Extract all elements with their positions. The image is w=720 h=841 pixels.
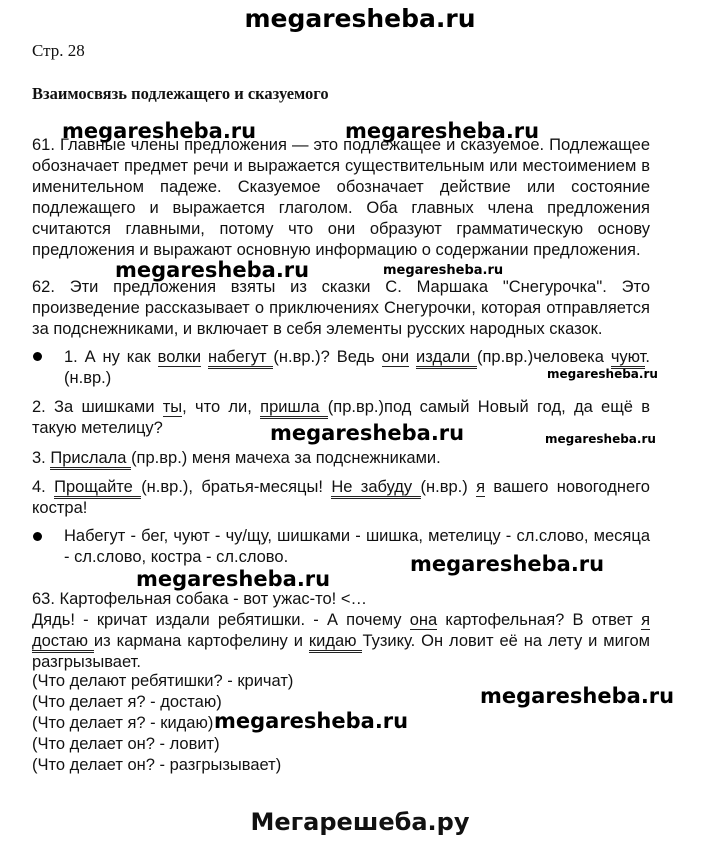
watermark: megaresheba.ru: [270, 421, 465, 445]
exercise-62-intro: 62. Эти предложения взяты из сказки С. Маршака "Снегурочка". Это произведение рассказывает о приключениях Снегурочки, которая отправляется за подснежниками, и включает в себя элементы русских народных сказок.: [32, 278, 650, 338]
sentence-1: 1. А ну как волки набегут (н.вр.)? Ведь они издали (пр.вр.)человека чуют.(н.вр.): [64, 348, 650, 387]
bullet-icon: [33, 532, 42, 541]
sentence-4: 4. Прощайте (н.вр.), братья-месяцы! Не забуду (н.вр.) я вашего новогоднего костра!: [32, 478, 650, 517]
watermark: megaresheba.ru: [136, 567, 331, 591]
exercise-63-text: Дядь! - кричат издали ребятишки. - А почему она картофельная? В ответ я достаю из кармана картофелину и кидаю Тузику. Он ловит её на лету и мигом разгрызывает.: [32, 611, 650, 671]
section-title: Взаимосвязь подлежащего и сказуемого: [32, 84, 329, 103]
predicate: чуют: [611, 348, 646, 369]
predicate: Прислала: [50, 449, 131, 470]
watermark: megaresheba.ru: [480, 684, 675, 708]
predicate: набегут: [208, 348, 273, 369]
watermark: megaresheba.ru: [115, 258, 310, 282]
subject: волки: [157, 348, 202, 366]
question-line: (Что делают ребятишки? - кричат): [32, 672, 294, 690]
bullet-icon: [33, 352, 42, 361]
watermark: megaresheba.ru: [410, 552, 605, 576]
predicate: Прощайте: [54, 478, 141, 499]
subject: она: [409, 611, 438, 629]
word-analysis: Набегут - бег, чуют - чу/щу, шишками - шишка, метелицу - сл.слово, месяца - сл.слово, костра - сл.слово.: [64, 527, 650, 566]
question-line: (Что делает он? - ловит): [32, 735, 220, 753]
site-header: megaresheba.ru: [244, 4, 476, 33]
question-line: (Что делает я? - достаю): [32, 693, 222, 711]
exercise-63-title: 63. Картофельная собака - вот ужас-то! <…: [32, 590, 367, 608]
watermark: megaresheba.ru: [214, 709, 409, 733]
question-line: (Что делает он? - разгрызывает): [32, 756, 282, 774]
exercise-61: 61. Главные члены предложения — это подлежащее и сказуемое. Подлежащее обозначает предмет речи и выражается существительным или местоимением в именительном падеже. Сказуемое обозначает действие или состояние подлежащего и выражается глаголом. Оба главных члена предложения считаются главными, потому что они образуют грамматическую основу предложения и выражают основную информацию о содержании предложения.: [32, 136, 650, 259]
sentence-3: 3. Прислала (пр.вр.) меня мачеха за подснежниками.: [32, 448, 650, 469]
subject: ты: [162, 398, 183, 416]
predicate: достаю: [32, 632, 94, 653]
subject: я: [476, 478, 486, 496]
site-footer: Мегарешеба.ру: [250, 808, 470, 836]
watermark: megaresheba.ru: [345, 119, 540, 143]
question-line: (Что делает я? - кидаю): [32, 714, 214, 732]
watermark: megaresheba.ru: [545, 432, 656, 446]
watermark: megaresheba.ru: [383, 263, 504, 278]
watermark: megaresheba.ru: [62, 119, 257, 143]
predicate: издали: [416, 348, 477, 369]
subject: я: [641, 611, 650, 629]
subject: они: [381, 348, 410, 366]
page-label: Стр. 28: [32, 41, 85, 60]
watermark: megaresheba.ru: [547, 367, 658, 381]
predicate: кидаю: [309, 632, 363, 653]
predicate: Не забуду: [331, 478, 420, 499]
sentence-2: 2. За шишками ты, что ли, пришла (пр.вр.)под самый Новый год, да ещё в такую метелицу?: [32, 398, 650, 437]
predicate: пришла: [260, 398, 328, 419]
